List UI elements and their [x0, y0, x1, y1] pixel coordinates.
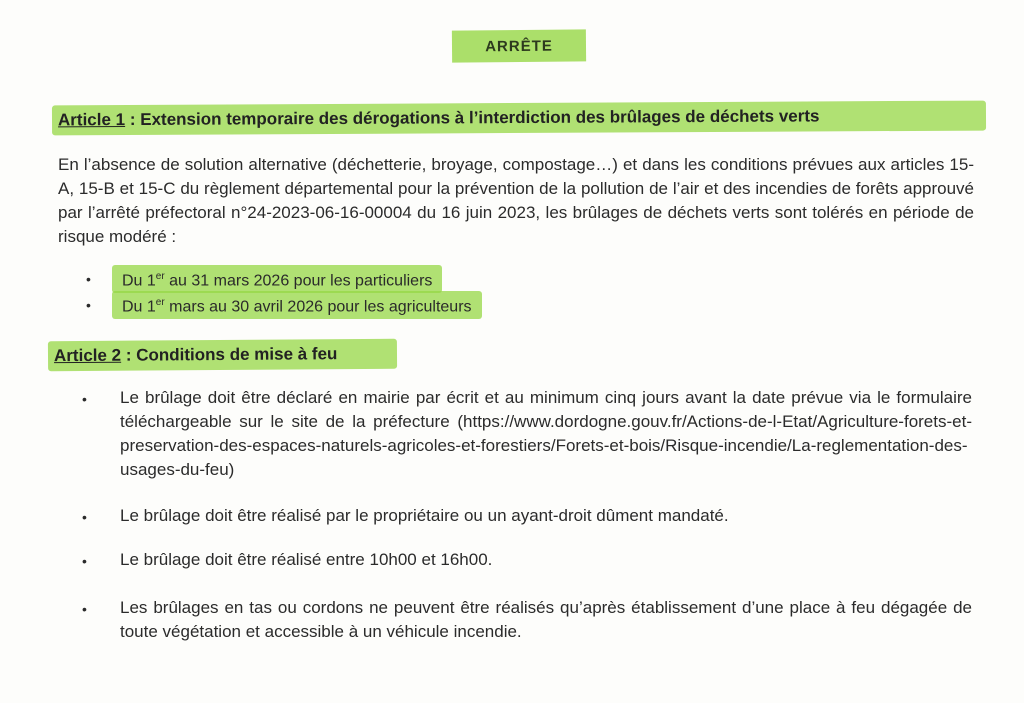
article-2-title: Conditions de mise à feu	[136, 344, 338, 365]
bullet-icon: •	[86, 271, 91, 287]
article-1-label: Article 1	[57, 110, 126, 130]
article-2-separator: :	[121, 345, 137, 365]
bullet-icon: •	[82, 391, 87, 407]
list-item	[82, 504, 972, 529]
condition-text: Le brûlage doit être réalisé par le propriétaire ou un ayant-droit dûment mandaté.	[120, 506, 729, 525]
title-highlight	[452, 29, 586, 62]
article-1-paragraph: En l’absence de solution alternative (déchetterie, broyage, compostage…) et dans les conditions prévues aux articles 15-A, 15-B et 15-C du règlement départemental pour la prévention de la pollution de l’air et des incendies de forêts approuvé par l’arrêté préfectoral n°24-2023-06-16-00004 du 16 juin 2023, les brûlages de déchets verts sont tolérés en période de risque modéré :	[58, 155, 974, 246]
article-1-title: Extension temporaire des dérogations à l’interdiction des brûlages de déchets verts	[140, 106, 820, 129]
bullet-icon: •	[86, 297, 91, 313]
list-item	[86, 292, 606, 318]
bullet-icon: •	[82, 509, 87, 525]
bullet-icon: •	[82, 601, 87, 617]
list-item	[82, 548, 972, 573]
bullet-text: Du 1er mars au 30 avril 2026 pour les agriculteurs	[112, 291, 482, 319]
list-item	[82, 386, 972, 482]
condition-text: Le brûlage doit être déclaré en mairie par écrit et au minimum cinq jours avant la date prévue via le formulaire téléchargeable sur le site de la préfecture (https://www.dordogne.gouv.fr/Actions-de-l-Etat/Agriculture-forets-et-preservation-des-espaces-naturels-agricoles-et-forestiers/Forets-et-bois/Risque-incendie/La-reglementation-des-usages-du-feu)	[120, 388, 972, 479]
article-2-heading	[48, 339, 397, 371]
list-item	[86, 266, 606, 292]
article-2-conditions-list	[82, 386, 972, 644]
article-1-separator: :	[125, 109, 141, 130]
article-1-heading	[52, 101, 986, 136]
document-title: ARRÊTE	[485, 37, 553, 55]
condition-text: Les brûlages en tas ou cordons ne peuvent être réalisés qu’après établissement d’une place à feu dégagée de toute végétation et accessible à un véhicule incendie.	[120, 598, 972, 641]
bullet-icon: •	[82, 553, 87, 569]
article-2-label: Article 2	[53, 345, 122, 366]
condition-text: Le brûlage doit être réalisé entre 10h00 et 16h00.	[120, 550, 493, 569]
bullet-text: Du 1er au 31 mars 2026 pour les particuliers	[112, 265, 442, 293]
list-item	[82, 596, 972, 644]
article-1-bullet-list	[86, 266, 606, 318]
